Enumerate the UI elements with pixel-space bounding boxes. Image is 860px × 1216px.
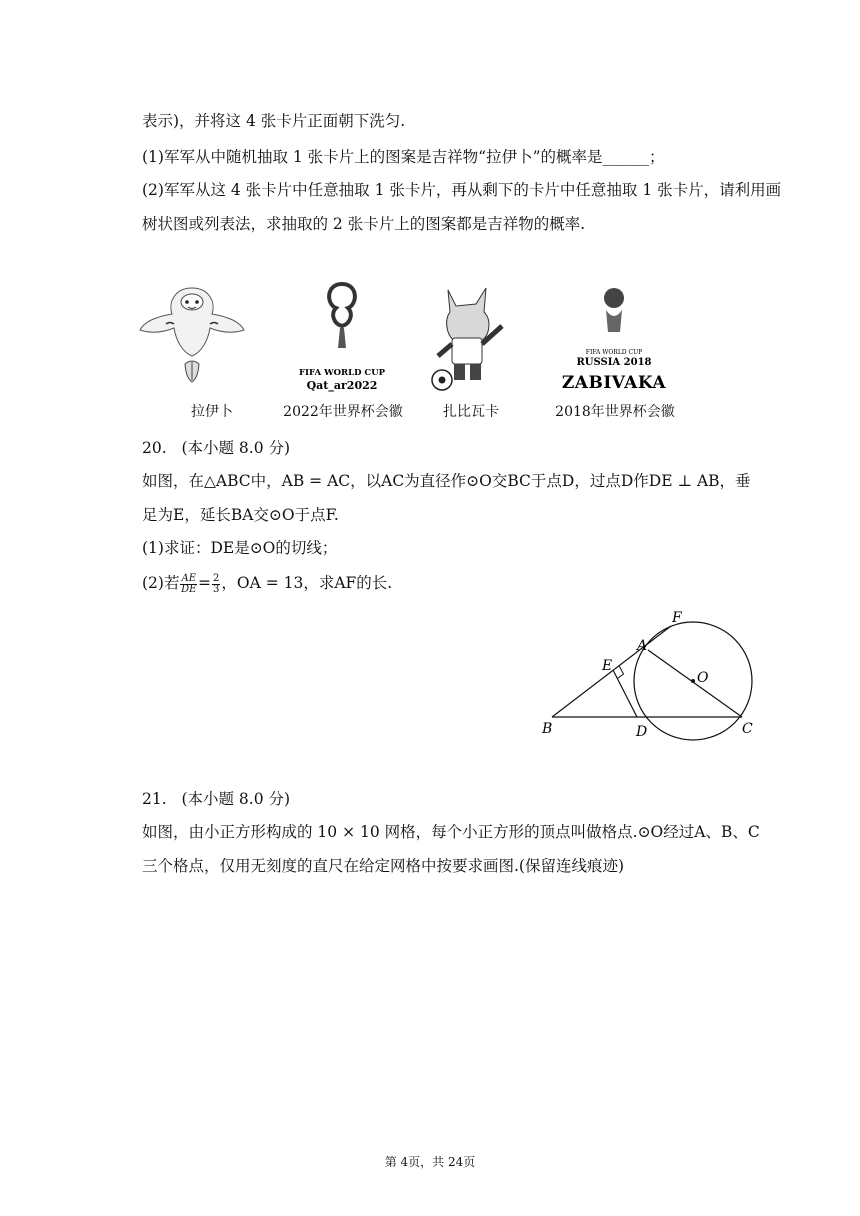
fraction-ae-de — [180, 574, 197, 595]
fraction2-denominator: 3 — [213, 583, 220, 595]
label-a: A — [637, 638, 648, 654]
russia-2018-emblem-image — [562, 288, 667, 393]
point-o — [691, 679, 695, 683]
label-o: O — [697, 670, 709, 686]
label-b: B — [542, 721, 553, 737]
label-d: D — [636, 724, 648, 740]
card-caption-russia: 2018年世界杯会徽 — [555, 404, 675, 420]
part-2-suffix: ，OA = 13，求AF的长. — [221, 574, 393, 592]
problem-21-number: 21. — [142, 790, 167, 808]
label-c: C — [742, 721, 753, 737]
problem-20-part-2 — [142, 573, 392, 595]
problem-20-part-1: (1)求证：DE是⊙O的切线； — [142, 539, 338, 557]
problem-20-stem-line-2: 足为E，延长BA交⊙O于点F. — [142, 506, 339, 524]
problem-21-stem-line-2: 三个格点，仅用无刻度的直尺在给定网格中按要求画图.(保留连线痕迹) — [142, 857, 625, 875]
qatar-emblem-text-2: Qat_ar2022 — [306, 379, 378, 392]
card-caption-qatar: 2022年世界杯会徽 — [283, 404, 403, 420]
card-caption-laeeb: 拉伊卜 — [191, 404, 233, 420]
label-f: F — [672, 610, 682, 626]
problem-20-header — [142, 438, 290, 458]
problem-21-stem-line-1: 如图，由小正方形构成的 10 × 10 网格，每个小正方形的顶点叫做格点.⊙O经过A、B、C — [142, 823, 760, 841]
geometry-figure-20 — [530, 606, 770, 746]
russia-emblem-text-2: RUSSIA 2018 — [576, 357, 652, 368]
fraction2-numerator: 2 — [213, 572, 220, 584]
laeeb-mascot-image — [140, 288, 244, 382]
line-de — [613, 670, 637, 717]
question-1: (1)军军从中随机抽取 1 张卡片上的图案是吉祥物“拉伊卜”的概率是______； — [142, 148, 665, 166]
zabivaka-mascot-image — [432, 288, 502, 390]
text-line-1: 表示)，并将这 4 张卡片正面朝下洗匀. — [142, 112, 406, 130]
russia-emblem-text-1: FIFA WORLD CUP — [585, 349, 643, 356]
card-caption-zabivaka: 扎比瓦卡 — [443, 404, 499, 420]
problem-21-header — [142, 789, 290, 809]
fraction-numerator: AE — [181, 572, 196, 584]
card-images — [130, 278, 700, 403]
label-e: E — [602, 658, 613, 674]
right-angle-mark — [618, 666, 624, 679]
problem-20-stem-line-1: 如图，在△ABC中，AB = AC，以AC为直径作⊙O交BC于点D，过点D作DE ⊥ AB，垂 — [142, 472, 751, 490]
line-ac — [648, 650, 742, 717]
russia-emblem-text-3: ZABIVAKA — [561, 373, 667, 393]
problem-20-score: (本小题 8.0 分) — [181, 439, 291, 457]
part-2-prefix: (2)若 — [142, 574, 180, 592]
fraction-equals: = — [198, 574, 211, 592]
problem-20-number: 20. — [142, 439, 167, 457]
question-2-line-1: (2)军军从这 4 张卡片中任意抽取 1 张卡片，再从剩下的卡片中任意抽取 1 张卡片，请利用画 — [142, 181, 782, 199]
fraction-denominator: DE — [181, 583, 197, 595]
page-footer: 第 4页，共 24页 — [384, 1155, 476, 1169]
qatar-emblem-text-1: FIFA WORLD CUP — [299, 368, 385, 378]
qatar-2022-emblem-image — [299, 284, 386, 393]
question-2-line-2: 树状图或列表法，求抽取的 2 张卡片上的图案都是吉祥物的概率. — [142, 215, 586, 233]
fraction-two-thirds — [212, 574, 220, 595]
problem-21-score: (本小题 8.0 分) — [181, 790, 291, 808]
